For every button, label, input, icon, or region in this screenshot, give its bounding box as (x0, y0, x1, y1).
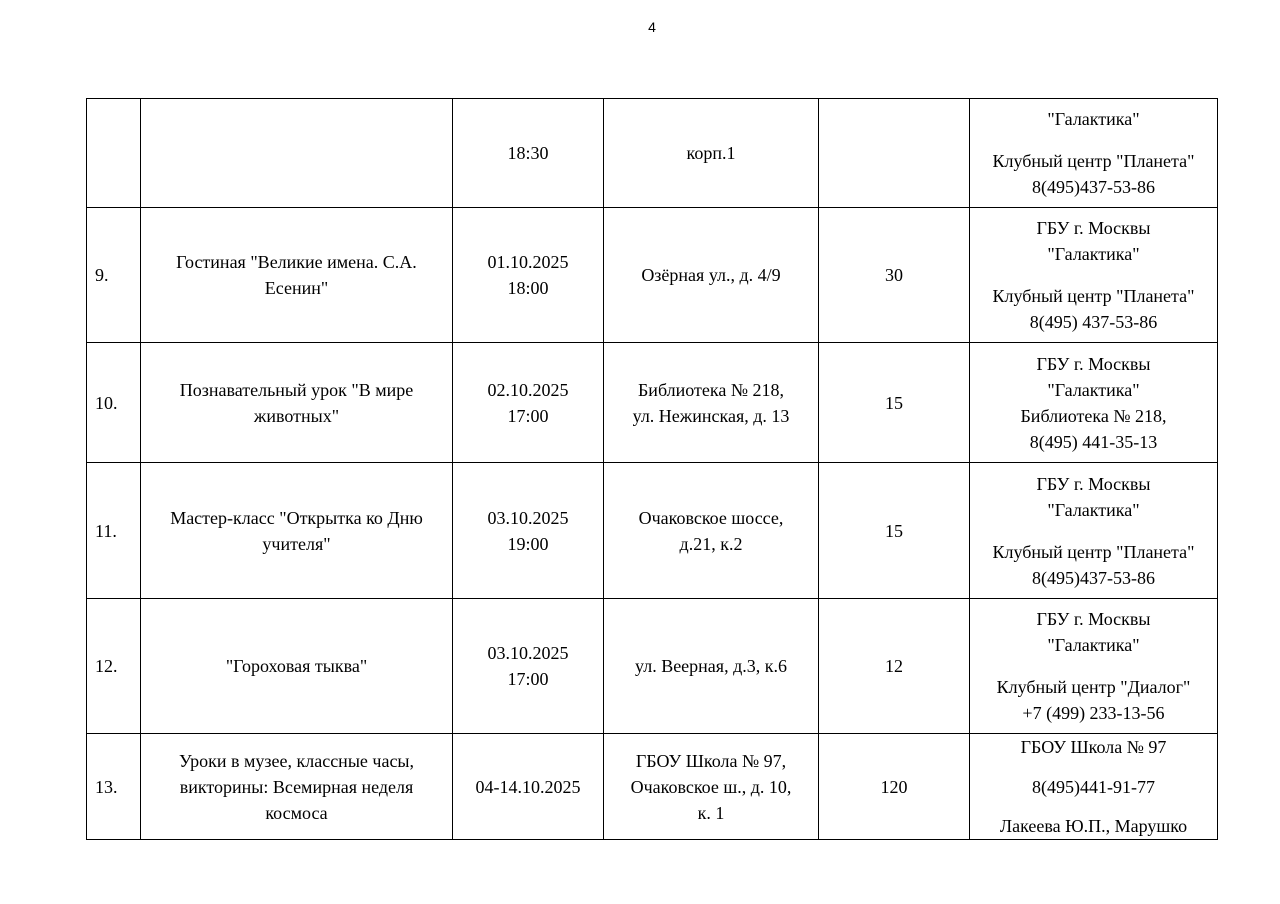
organizer-text: "Галактика" (1047, 379, 1140, 400)
event-name-cell (140, 207, 452, 342)
participants-count-text: 120 (880, 776, 908, 797)
organizer-text: "Галактика" (1047, 499, 1140, 520)
row-number-text: 13. (95, 776, 118, 797)
event-datetime-cell (452, 98, 603, 207)
event-datetime-text: 18:00 (507, 278, 549, 298)
event-name-text: Есенин" (264, 278, 329, 298)
organizer-text: ГБУ г. Москвы (1036, 353, 1151, 374)
row-number-cell (86, 342, 140, 462)
event-datetime-text: 17:00 (507, 405, 549, 426)
event-datetime-text: 02.10.2025 (487, 379, 569, 400)
organizer-text: +7 (499) 233-13-56 (1022, 703, 1165, 723)
event-name-cell (140, 342, 452, 462)
event-address-text: ул. Нежинская, д. 13 (632, 405, 790, 426)
organizer-cell (969, 462, 1217, 598)
event-name-cell (140, 598, 452, 733)
organizer-cell (969, 598, 1217, 733)
organizer-text: "Галактика" (1047, 109, 1140, 129)
participants-count-cell (818, 98, 969, 207)
event-name-text: Познавательный урок "В мире (179, 379, 414, 400)
row-number-cell (86, 98, 140, 207)
event-datetime-text: 03.10.2025 (487, 643, 569, 663)
event-name-text: Мастер-класс "Открытка ко Дню (170, 507, 423, 528)
organizer-text: Клубный центр "Диалог" (996, 677, 1191, 697)
participants-count-cell (818, 207, 969, 342)
participants-count-cell (818, 733, 969, 839)
participants-count-text: 30 (885, 265, 903, 285)
event-name-text: Уроки в музее, классные часы, (178, 750, 415, 771)
event-datetime-text: 19:00 (507, 533, 549, 554)
event-datetime-text: 01.10.2025 (487, 252, 569, 272)
participants-count-text: 15 (885, 520, 903, 541)
event-name-text: учителя" (262, 533, 331, 554)
participants-count-cell (818, 342, 969, 462)
row-number-cell (86, 733, 140, 839)
organizer-cell (969, 98, 1217, 207)
organizer-text: ГБУ г. Москвы (1036, 218, 1151, 238)
row-number-text: 12. (95, 656, 118, 676)
participants-count-text: 12 (885, 656, 903, 676)
row-number-cell (86, 207, 140, 342)
event-datetime-cell (452, 598, 603, 733)
organizer-text: "Галактика" (1047, 244, 1140, 264)
event-address-text: д.21, к.2 (679, 533, 743, 554)
event-address-cell (603, 733, 818, 839)
event-name-cell (140, 98, 452, 207)
event-name-text: викторины: Всемирная неделя (179, 776, 414, 797)
event-address-text: Озёрная ул., д. 4/9 (641, 265, 781, 285)
event-address-cell (603, 598, 818, 733)
participants-count-cell (818, 462, 969, 598)
event-address-text: Очаковское ш., д. 10, (630, 776, 792, 797)
participants-count-text: 15 (885, 392, 903, 413)
event-address-cell (603, 98, 818, 207)
event-name-cell (140, 462, 452, 598)
organizer-text: ГБУ г. Москвы (1036, 473, 1151, 494)
organizer-text: 8(495) 441-35-13 (1029, 431, 1158, 452)
event-name-text: животных" (253, 405, 340, 426)
event-datetime-cell (452, 207, 603, 342)
organizer-text: Библиотека № 218, (1020, 405, 1167, 426)
event-address-text: корп.1 (686, 143, 736, 163)
organizer-text: "Галактика" (1047, 635, 1140, 655)
event-datetime-cell (452, 462, 603, 598)
organizer-text: Клубный центр "Планета" (992, 541, 1195, 562)
event-address-cell (603, 342, 818, 462)
organizer-text: Клубный центр "Планета" (992, 286, 1195, 306)
organizer-text: ГБУ г. Москвы (1036, 609, 1151, 629)
organizer-text: Лакеева Ю.П., Марушко (999, 816, 1188, 836)
row-number-text: 11. (95, 520, 117, 541)
event-address-text: Библиотека № 218, (637, 379, 785, 400)
event-address-cell (603, 207, 818, 342)
event-datetime-text: 18:30 (507, 143, 549, 163)
event-address-text: ГБОУ Школа № 97, (635, 750, 787, 771)
organizer-text: 8(495)441-91-77 (1032, 776, 1155, 797)
organizer-cell (969, 342, 1217, 462)
organizer-cell (969, 733, 1217, 839)
event-datetime-text: 03.10.2025 (487, 507, 569, 528)
row-number-text: 10. (95, 392, 118, 413)
participants-count-cell (818, 598, 969, 733)
event-datetime-cell (452, 733, 603, 839)
event-name-text: космоса (265, 802, 328, 823)
row-number-cell (86, 598, 140, 733)
row-number-text: 9. (95, 265, 109, 285)
event-name-text: Гостиная "Великие имена. С.А. (176, 252, 417, 272)
event-address-text: Очаковское шоссе, (638, 507, 784, 528)
event-address-text: к. 1 (697, 802, 725, 823)
organizer-text: 8(495) 437-53-86 (1029, 312, 1158, 332)
organizer-text: ГБОУ Школа № 97 (1020, 737, 1167, 757)
event-datetime-text: 04-14.10.2025 (475, 776, 581, 797)
event-datetime-text: 17:00 (507, 669, 549, 689)
organizer-cell (969, 207, 1217, 342)
row-number-cell (86, 462, 140, 598)
event-name-cell (140, 733, 452, 839)
event-address-text: ул. Веерная, д.3, к.6 (635, 656, 787, 676)
event-datetime-cell (452, 342, 603, 462)
organizer-text: 8(495)437-53-86 (1032, 177, 1155, 197)
organizer-text: Клубный центр "Планета" (992, 151, 1195, 171)
organizer-text: 8(495)437-53-86 (1032, 567, 1155, 588)
event-address-cell (603, 462, 818, 598)
page-number: 4 (648, 19, 656, 35)
event-name-text: "Гороховая тыква" (225, 656, 368, 676)
events-table (86, 98, 1218, 840)
